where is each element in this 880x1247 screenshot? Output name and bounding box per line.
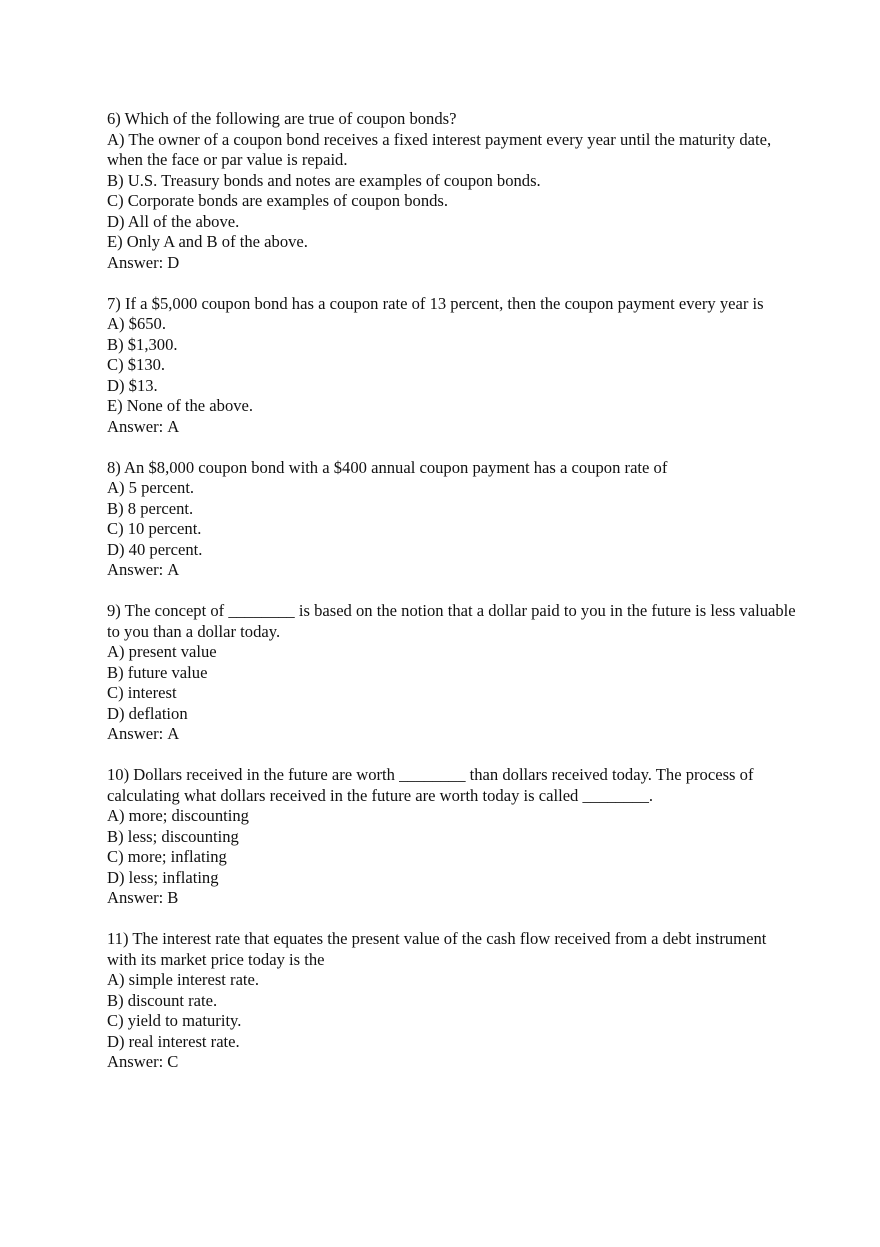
question-stem: 6) Which of the following are true of coupon bonds? (107, 109, 457, 128)
option-b: B) discount rate. (107, 990, 218, 1010)
option-c: C) interest (107, 683, 177, 702)
option-c: C) 10 percent. (107, 519, 202, 538)
option-a: A) more; discounting (107, 806, 249, 825)
option-b: B) future value (107, 662, 208, 682)
option-b: B) $1,300. (107, 334, 178, 354)
option-d: D) deflation (107, 703, 188, 723)
question-9 (107, 601, 797, 745)
question-11 (107, 929, 797, 1073)
answer-line (107, 888, 797, 909)
option-a: A) The owner of a coupon bond receives a fixed interest payment every year until the maturity date, when the face or par value is repaid. (107, 129, 772, 169)
option-a: A) simple interest rate. (107, 970, 260, 989)
option-c: C) $130. (107, 355, 166, 374)
option-c: C) yield to maturity. (107, 1011, 242, 1030)
question-6 (107, 109, 797, 273)
document-page (107, 109, 797, 1093)
option-c: C) Corporate bonds are examples of coupon bonds. (107, 191, 449, 210)
answer-label: Answer: (107, 888, 164, 907)
answer-line (107, 724, 797, 745)
option-c: C) more; inflating (107, 847, 227, 866)
option-a: A) present value (107, 642, 217, 661)
question-stem: 7) If a $5,000 coupon bond has a coupon rate of 13 percent, then the coupon payment every year is (107, 293, 764, 313)
question-7 (107, 294, 797, 438)
option-d: D) All of the above. (107, 211, 240, 231)
option-d: D) 40 percent. (107, 539, 203, 559)
question-stem: 9) The concept of ________ is based on the notion that a dollar paid to you in the future is less valuable to you than a dollar today. (107, 601, 796, 641)
option-a: A) 5 percent. (107, 478, 195, 497)
answer-value: C (167, 1052, 179, 1071)
option-a: A) $650. (107, 314, 166, 333)
answer-label: Answer: (107, 416, 164, 436)
option-d: D) real interest rate. (107, 1031, 240, 1051)
option-e: E) Only A and B of the above. (107, 232, 308, 251)
answer-line (107, 560, 797, 581)
answer-label: Answer: (107, 252, 164, 272)
option-d: D) less; inflating (107, 867, 219, 887)
answer-line (107, 253, 797, 274)
option-b: B) less; discounting (107, 826, 239, 846)
answer-label: Answer: (107, 560, 164, 579)
answer-line (107, 1052, 797, 1073)
option-d: D) $13. (107, 375, 158, 395)
question-stem: 8) An $8,000 coupon bond with a $400 annual coupon payment has a coupon rate of (107, 457, 668, 477)
question-stem: 11) The interest rate that equates the present value of the cash flow received from a debt instrument with its market price today is the (107, 929, 767, 969)
answer-value: A (167, 724, 180, 743)
answer-value: A (167, 416, 180, 436)
answer-line (107, 417, 797, 438)
answer-value: A (167, 560, 180, 579)
answer-label: Answer: (107, 1052, 164, 1071)
option-b: B) U.S. Treasury bonds and notes are examples of coupon bonds. (107, 170, 541, 190)
answer-label: Answer: (107, 724, 164, 743)
question-10 (107, 765, 797, 909)
question-8 (107, 458, 797, 581)
option-b: B) 8 percent. (107, 498, 194, 518)
answer-value: B (167, 888, 179, 907)
question-stem: 10) Dollars received in the future are worth ________ than dollars received today. The process of calculating what dollars received in the future are worth today is called ________. (107, 765, 754, 805)
option-e: E) None of the above. (107, 396, 254, 415)
answer-value: D (167, 252, 180, 272)
